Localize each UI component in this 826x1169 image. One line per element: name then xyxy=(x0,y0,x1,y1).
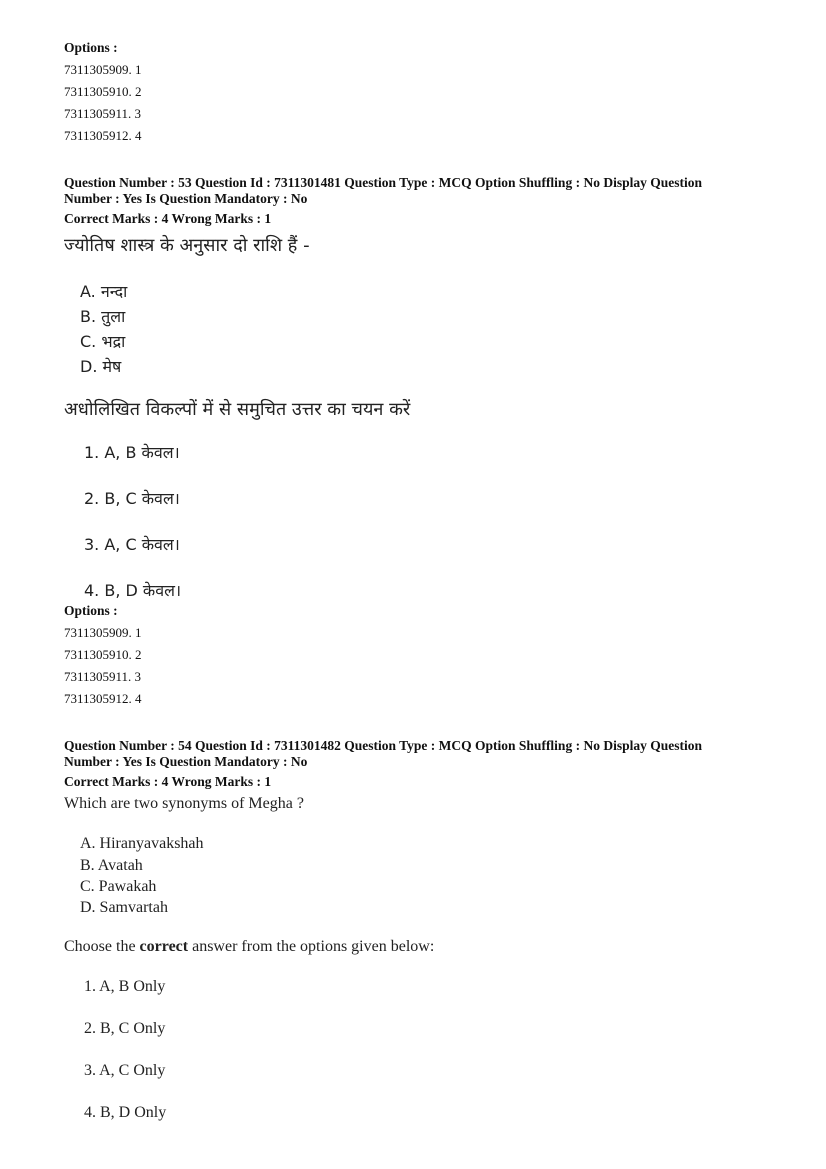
question-54-instruction xyxy=(64,938,434,956)
question-54-header: Question Number : 54 Question Id : 7311301482 Question Type : MCQ Option Shuffling : No Display Question xyxy=(64,738,702,753)
question-54-item-c: C. Pawakah xyxy=(80,878,157,895)
question-54-instruction-pre: Choose the xyxy=(64,938,140,955)
question-53-text: ज्योतिष शास्त्र के अनुसार दो राशि हैं - xyxy=(64,235,310,256)
question-54-text: Which are two synonyms of Megha ? xyxy=(64,795,304,812)
option-id-3: 7311305911. 3 xyxy=(64,106,142,121)
question-53-item-d: D. मेष xyxy=(80,357,122,376)
question-53-choice-3: 3. A, C केवल। xyxy=(84,535,180,554)
question-53-marks: Correct Marks : 4 Wrong Marks : 1 xyxy=(64,211,272,226)
option-id-1: 7311305909. 1 xyxy=(64,62,142,77)
question-53-choice-4: 4. B, D केवल। xyxy=(84,581,182,600)
question-53-option-id-2: 7311305910. 2 xyxy=(64,647,142,662)
question-54-choice-1: 1. A, B Only xyxy=(84,978,166,995)
question-53-option-id-1: 7311305909. 1 xyxy=(64,625,142,640)
question-53-instruction: अधोलिखित विकल्पों में से समुचित उत्तर का चयन करें xyxy=(64,399,411,420)
question-53-option-id-3: 7311305911. 3 xyxy=(64,669,142,684)
question-54-header-cont: Number : Yes Is Question Mandatory : No xyxy=(64,754,308,769)
question-54-marks: Correct Marks : 4 Wrong Marks : 1 xyxy=(64,774,272,789)
question-54-choice-4: 4. B, D Only xyxy=(84,1104,167,1121)
question-54-choice-2: 2. B, C Only xyxy=(84,1020,166,1037)
question-53-choice-1: 1. A, B केवल। xyxy=(84,443,180,462)
option-id-2: 7311305910. 2 xyxy=(64,84,142,99)
question-54-instruction-bold: correct xyxy=(139,938,189,955)
question-54-item-d: D. Samvartah xyxy=(80,899,168,916)
question-54-item-a: A. Hiranyavakshah xyxy=(80,835,204,852)
option-id-4: 7311305912. 4 xyxy=(64,128,142,143)
question-54-item-b: B. Avatah xyxy=(80,857,143,874)
question-53-choice-2: 2. B, C केवल। xyxy=(84,489,180,508)
question-53-item-c: C. भद्रा xyxy=(80,332,126,351)
question-53-header-cont: Number : Yes Is Question Mandatory : No xyxy=(64,191,308,206)
options-label: Options : xyxy=(64,40,118,55)
question-53-options-label: Options : xyxy=(64,603,118,618)
question-53-item-a: A. नन्दा xyxy=(80,282,128,301)
question-53-option-id-4: 7311305912. 4 xyxy=(64,691,142,706)
question-53-header: Question Number : 53 Question Id : 7311301481 Question Type : MCQ Option Shuffling : No Display Question xyxy=(64,175,702,190)
question-54-choice-3: 3. A, C Only xyxy=(84,1062,166,1079)
question-54-instruction-post: answer from the options given below: xyxy=(188,938,435,955)
question-53-item-b: B. तुला xyxy=(80,307,126,326)
